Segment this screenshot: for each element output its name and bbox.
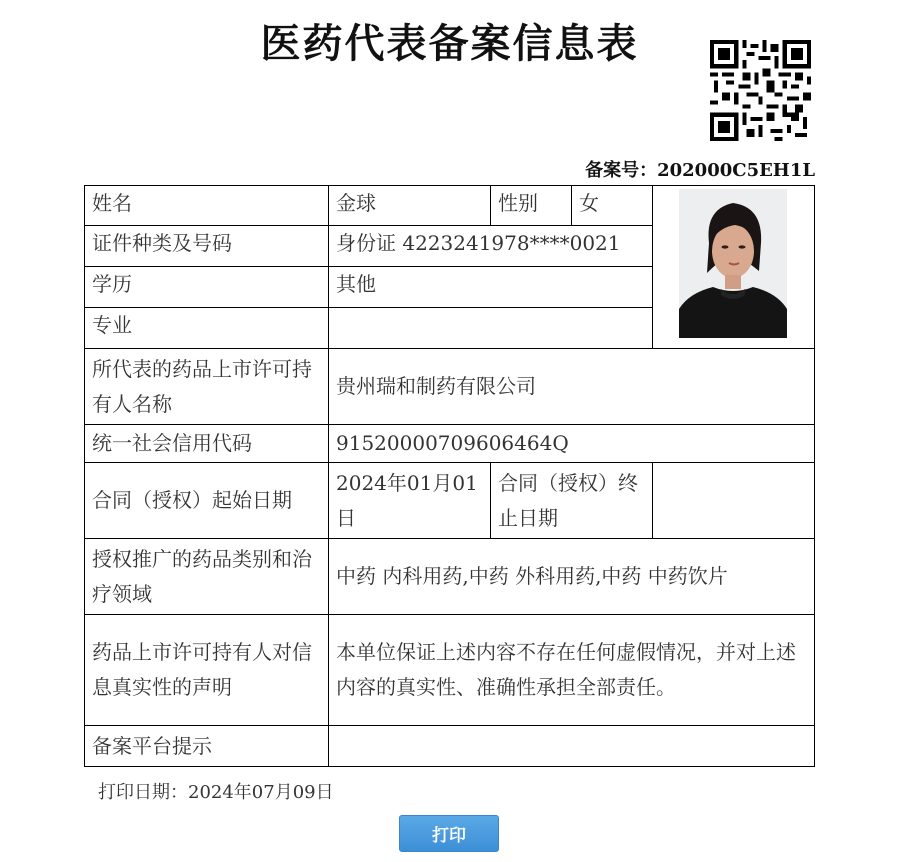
print-date: 打印日期：2024年07月09日 bbox=[98, 782, 334, 803]
declaration-value: 本单位保证上述内容不存在任何虚假情况，并对上述内容的真实性、准确性承担全部责任。 bbox=[329, 615, 814, 726]
end-date-label: 合同（授权）终止日期 bbox=[491, 463, 653, 539]
info-table bbox=[84, 185, 815, 767]
print-button[interactable]: 打印 bbox=[399, 815, 499, 852]
portrait-photo bbox=[679, 189, 787, 338]
id-value: 身份证 4223241978****0021 bbox=[329, 226, 653, 267]
qr-code-icon bbox=[710, 40, 811, 141]
record-number: 备案号：202000C5EH1L bbox=[585, 160, 815, 181]
platform-value bbox=[329, 726, 814, 766]
id-label: 证件种类及号码 bbox=[85, 226, 329, 267]
credit-value: 91520000709606464Q bbox=[329, 425, 814, 463]
major-value bbox=[329, 308, 653, 349]
gender-label: 性别 bbox=[491, 186, 572, 226]
holder-value: 贵州瑞和制药有限公司 bbox=[329, 349, 814, 425]
scope-label: 授权推广的药品类别和治疗领域 bbox=[85, 539, 329, 615]
holder-label: 所代表的药品上市许可持有人名称 bbox=[85, 349, 329, 425]
name-value: 金球 bbox=[329, 186, 491, 226]
platform-label: 备案平台提示 bbox=[85, 726, 329, 766]
name-label: 姓名 bbox=[85, 186, 329, 226]
education-label: 学历 bbox=[85, 267, 329, 308]
education-value: 其他 bbox=[329, 267, 653, 308]
declaration-label: 药品上市许可持有人对信息真实性的声明 bbox=[85, 615, 329, 726]
gender-value: 女 bbox=[572, 186, 653, 226]
page-title: 医药代表备案信息表 bbox=[260, 20, 639, 67]
credit-label: 统一社会信用代码 bbox=[85, 425, 329, 463]
start-date-label: 合同（授权）起始日期 bbox=[85, 463, 329, 539]
start-date-value: 2024年01月01日 bbox=[329, 463, 491, 539]
major-label: 专业 bbox=[85, 308, 329, 349]
end-date-value bbox=[653, 463, 814, 539]
scope-value: 中药 内科用药,中药 外科用药,中药 中药饮片 bbox=[329, 539, 814, 615]
